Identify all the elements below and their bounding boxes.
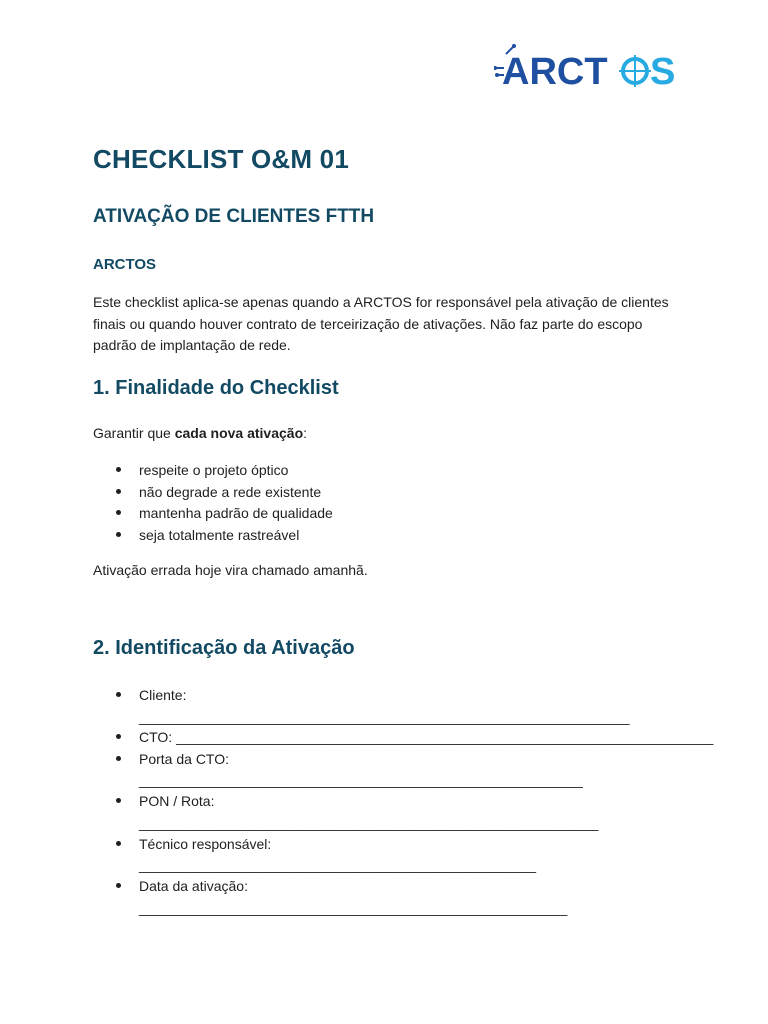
bullet-icon	[116, 841, 121, 846]
identification-fields	[93, 685, 713, 919]
goal-lead-suffix: :	[303, 425, 308, 441]
arctos-logo	[494, 44, 679, 92]
field-label: CTO:	[139, 729, 177, 745]
field-cliente	[93, 685, 713, 727]
fill-in-line[interactable]: _______________________________________________________________	[139, 708, 630, 725]
list-item-text: não degrade a rede existente	[139, 483, 322, 500]
field-tecnico	[93, 834, 713, 877]
field-label: Cliente:	[139, 687, 187, 703]
fill-in-line[interactable]: _________________________________________________________	[139, 772, 583, 788]
goal-list	[93, 460, 333, 546]
list-item	[93, 482, 333, 504]
arctos-logo-mark	[494, 44, 679, 92]
field-porta-cto	[93, 749, 713, 792]
list-item	[93, 460, 333, 482]
field-label: Data da ativação:	[139, 878, 248, 894]
list-item	[93, 525, 333, 547]
intro-paragraph: Este checklist aplica-se apenas quando a ARCTOS for responsável pela ativação de clientes finais ou quando houver contrato de terceirização de ativações. Não faz parte do escopo padrão de implantação de rede.	[93, 294, 669, 353]
bullet-icon	[116, 467, 121, 472]
list-item	[93, 503, 333, 525]
field-cto	[93, 727, 713, 749]
section-1-title: 1. Finalidade do Checklist	[93, 377, 339, 399]
logo-text-dark: ARCT	[502, 51, 608, 92]
field-label: PON / Rota:	[139, 793, 215, 809]
fill-in-line[interactable]: ___________________________________________________________	[139, 814, 599, 831]
field-data-ativacao	[93, 876, 713, 919]
list-item-text: mantenha padrão de qualidade	[139, 505, 333, 521]
bullet-icon	[116, 798, 121, 803]
logo-text-light: S	[650, 51, 676, 92]
document-subtitle: ATIVAÇÃO DE CLIENTES FTTH	[93, 206, 375, 227]
goal-lead-prefix: Garantir que	[93, 425, 175, 441]
list-item-text: respeite o projeto óptico	[139, 462, 289, 478]
bullet-icon	[116, 756, 121, 761]
list-item-text: seja totalmente rastreável	[139, 526, 300, 543]
document-title: CHECKLIST O&M 01	[93, 144, 350, 174]
goal-lead-text	[93, 425, 307, 441]
bullet-icon	[116, 734, 121, 739]
fill-in-line[interactable]: _______________________________________________________	[139, 899, 568, 916]
fill-in-line[interactable]: _____________________________________________________________________	[176, 729, 714, 745]
fill-in-line[interactable]: ___________________________________________________	[139, 857, 537, 873]
bullet-icon	[116, 883, 121, 888]
field-label: Porta da CTO:	[139, 750, 230, 767]
field-label: Técnico responsável:	[139, 835, 272, 852]
goal-lead-bold: cada nova ativação	[174, 425, 304, 441]
section-2-title: 2. Identificação da Ativação	[93, 637, 355, 659]
bullet-icon	[116, 692, 121, 697]
bullet-icon	[116, 532, 121, 537]
closing-text: Ativação errada hoje vira chamado amanhã.	[93, 562, 368, 578]
field-pon-rota	[93, 791, 713, 834]
organization-name: ARCTOS	[93, 256, 157, 273]
bullet-icon	[116, 489, 121, 494]
bullet-icon	[116, 510, 121, 515]
